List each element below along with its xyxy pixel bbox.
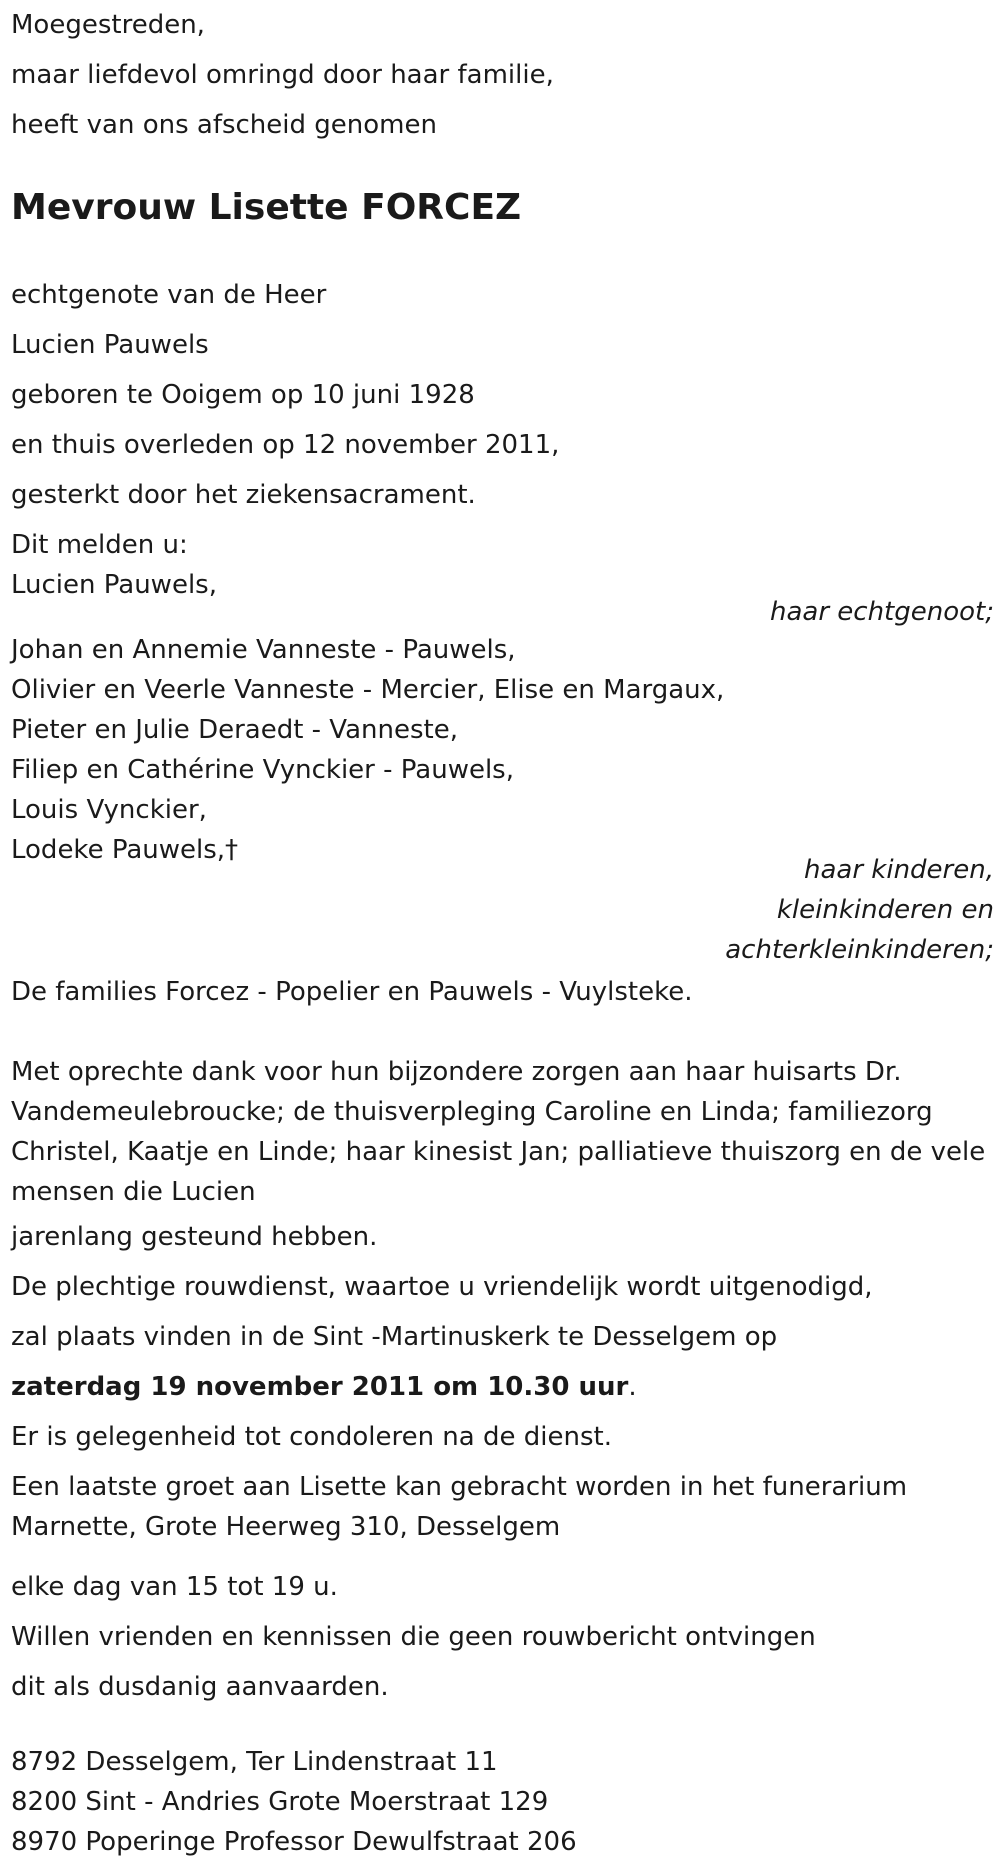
- relation-line: kleinkinderen en: [776, 895, 994, 925]
- announce-label: Dit melden u:: [11, 530, 188, 560]
- spouse-name: Lucien Pauwels,: [11, 570, 217, 600]
- details: [11, 270, 1000, 520]
- families: De families Forcez - Popelier en Pauwels - Vuylsteke.: [11, 977, 693, 1007]
- funerarium: Een laatste groet aan Lisette kan gebracht worden in het funerarium Marnette, Grote Heerweg 310, Desselgem: [11, 1472, 908, 1542]
- detail-line: Lucien Pauwels: [11, 330, 209, 360]
- address-line: 8792 Desselgem, Ter Lindenstraat 11: [11, 1747, 498, 1777]
- children-relation: [725, 850, 994, 970]
- address-line: 8200 Sint - Andries Grote Moerstraat 129: [11, 1787, 549, 1817]
- service-date-line: [11, 1362, 1000, 1412]
- child-line: Pieter en Julie Deraedt - Vanneste,: [11, 715, 458, 745]
- spouse-relation: haar echtgenoot;: [769, 597, 994, 627]
- child-line: Louis Vynckier,: [11, 795, 207, 825]
- detail-line: en thuis overleden op 12 november 2011,: [11, 430, 560, 460]
- relation-line: achterkleinkinderen;: [725, 935, 994, 965]
- intro-line: maar liefdevol omringd door haar familie,: [11, 60, 554, 90]
- detail-line: geboren te Ooigem op 10 juni 1928: [11, 380, 475, 410]
- closing-line: Willen vrienden en kennissen die geen rouwbericht ontvingen: [11, 1622, 816, 1652]
- intro-line: heeft van ons afscheid genomen: [11, 110, 437, 140]
- thanks-end: jarenlang gesteund hebben.: [11, 1222, 378, 1252]
- service-date: zaterdag 19 november 2011 om 10.30 uur: [11, 1372, 629, 1402]
- children-list: [11, 630, 1000, 870]
- deceased-name: Mevrouw Lisette FORCEZ: [11, 187, 522, 228]
- condolences: Er is gelegenheid tot condoleren na de dienst.: [11, 1422, 612, 1452]
- service-line: De plechtige rouwdienst, waartoe u vriendelijk wordt uitgenodigd,: [11, 1272, 873, 1302]
- detail-line: gesterkt door het ziekensacrament.: [11, 480, 476, 510]
- child-line: Johan en Annemie Vanneste - Pauwels,: [11, 635, 516, 665]
- detail-line: echtgenote van de Heer: [11, 280, 327, 310]
- thanks-paragraph: Met oprechte dank voor hun bijzondere zorgen aan haar huisarts Dr. Vandemeulebroucke; de thuisverpleging Caroline en Linda; familiezorg Christel, Kaatje en Linde; haar kinesist Jan; palliatieve thuiszorg en de vele mensen die Lucien: [11, 1057, 986, 1207]
- service-line: zal plaats vinden in de Sint -Martinuskerk te Desselgem op: [11, 1322, 778, 1352]
- child-line: Filiep en Cathérine Vynckier - Pauwels,: [11, 755, 514, 785]
- intro-line: Moegestreden,: [11, 10, 205, 40]
- child-line: Lodeke Pauwels,†: [11, 835, 239, 865]
- service-date-suffix: .: [628, 1372, 637, 1402]
- intro: [11, 0, 1000, 150]
- relation-line: haar kinderen,: [804, 855, 994, 885]
- child-line: Olivier en Veerle Vanneste - Mercier, Elise en Margaux,: [11, 675, 725, 705]
- address-line: 8970 Poperinge Professor Dewulfstraat 206: [11, 1827, 577, 1857]
- addresses: [11, 1742, 1000, 1862]
- closing-line: dit als dusdanig aanvaarden.: [11, 1672, 389, 1702]
- visiting-hours: elke dag van 15 tot 19 u.: [11, 1572, 338, 1602]
